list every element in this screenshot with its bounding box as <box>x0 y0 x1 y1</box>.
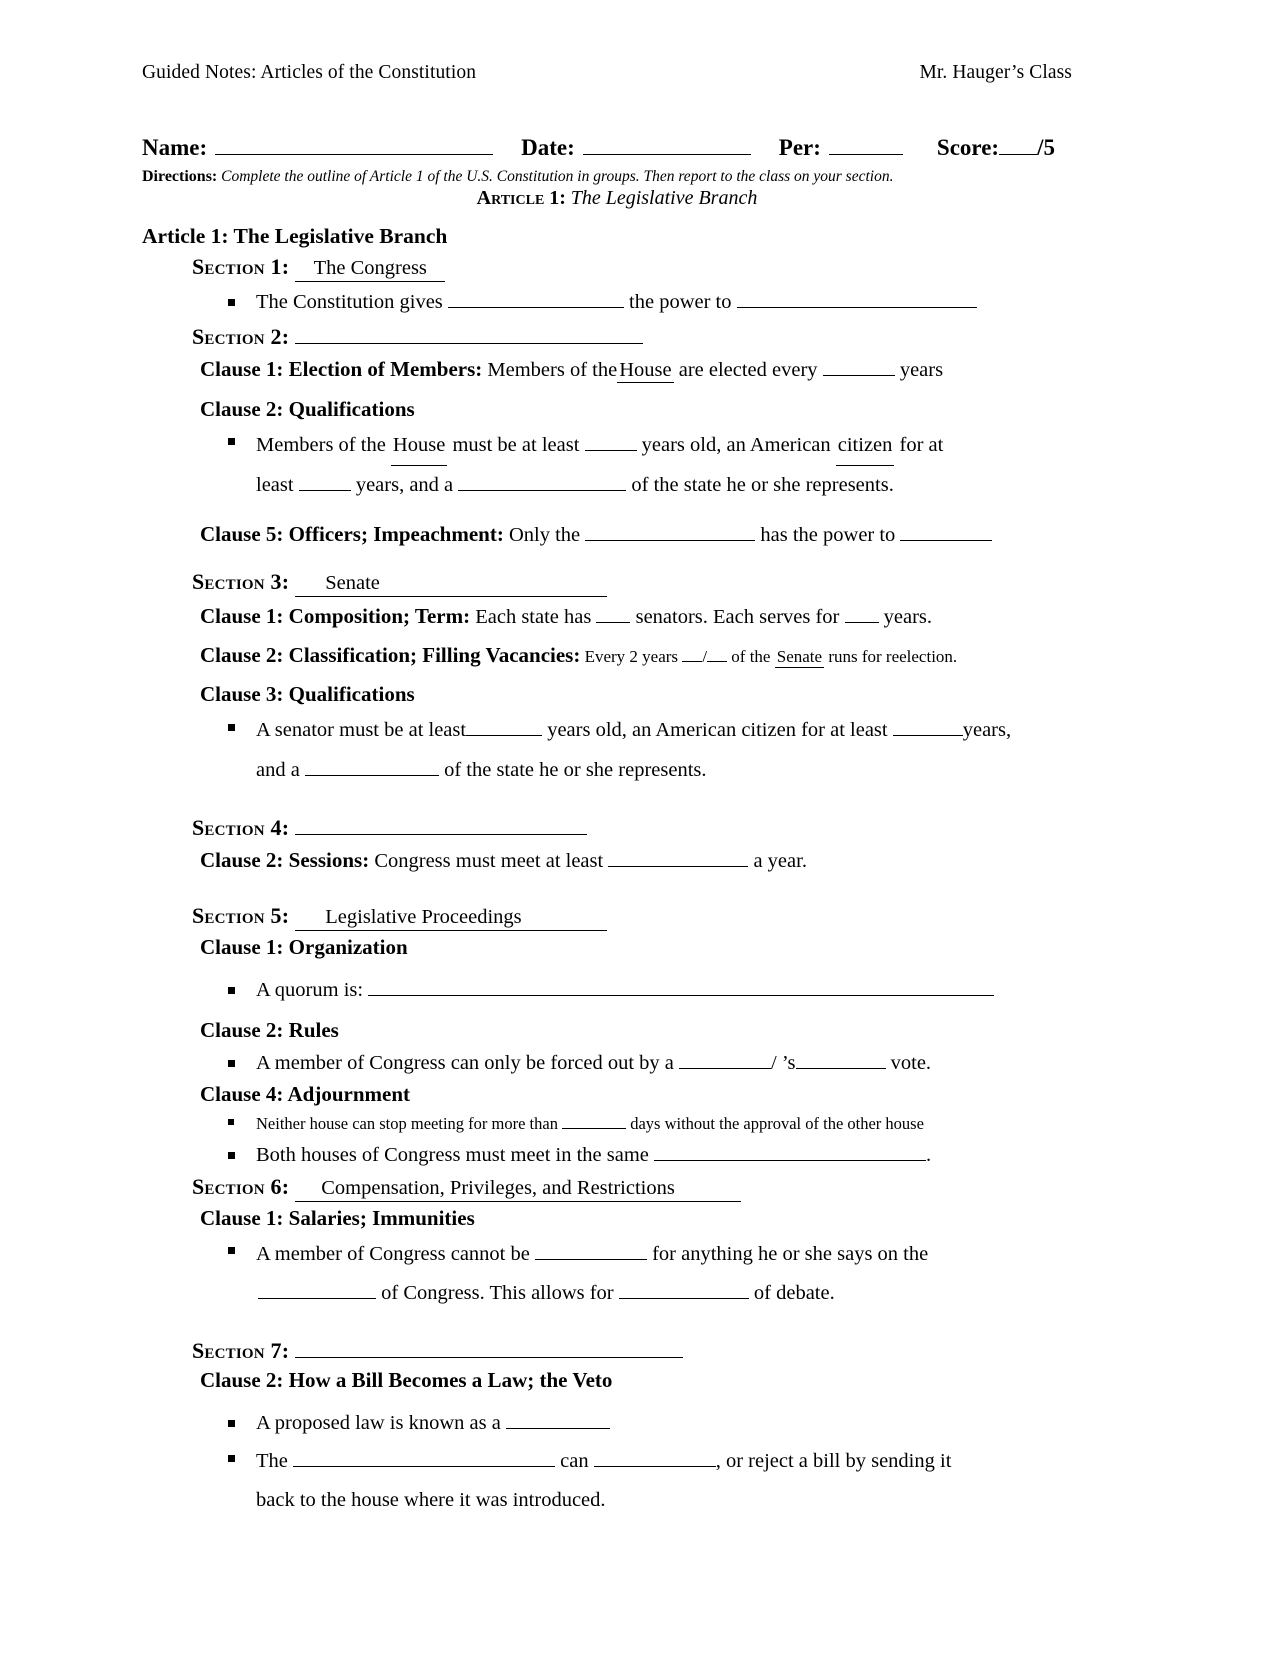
score-field[interactable] <box>999 130 1037 155</box>
s3c2-blank-2[interactable] <box>707 644 727 662</box>
directions-text: Complete the outline of Article 1 of the U.S. Constitution in groups. Then report to the class on your section. <box>221 168 894 186</box>
section-7-clause-2-bullet-2 <box>214 1442 1072 1521</box>
s2c2b1-c: years old, an American <box>641 433 831 456</box>
date-label: Date: <box>521 135 575 161</box>
section-7-clause-2-bullet-1 <box>214 1407 1072 1438</box>
section-3-answer[interactable]: Senate <box>295 572 607 597</box>
section-2-clause-5 <box>200 519 1072 547</box>
section-4-clause-2-label: Clause 2: Sessions: <box>200 847 370 872</box>
s2c2b2-blank-2[interactable] <box>458 469 626 491</box>
section-1-bullet-1 <box>214 286 1072 317</box>
s7c2b1-a: A proposed law is known as a <box>256 1412 501 1435</box>
s2c2b1-blank-1[interactable] <box>585 429 637 451</box>
s6c1b2-blank-2[interactable] <box>619 1277 749 1299</box>
s2c2b2-c: of the state he or she represents. <box>631 474 894 497</box>
s5c4b1-b: days without the approval of the other house <box>630 1113 924 1133</box>
page-content <box>142 62 1072 1525</box>
s2c2b1-a: Members of the <box>256 433 386 456</box>
section-5-clause-1-label-row <box>200 935 1072 960</box>
section-2-clause-1-text-a: Members of the <box>487 358 618 381</box>
section-7-clause-2-label-row <box>200 1368 1072 1393</box>
s5c1b1-blank-1[interactable] <box>368 974 994 996</box>
s4c2-a: Congress must meet at least <box>374 849 604 872</box>
s3c3b1-blank-2[interactable] <box>893 714 963 736</box>
section-7-clause-2-label: Clause 2: How a Bill Becomes a Law; the Veto <box>200 1368 613 1393</box>
section-2-clause-2-label-row <box>200 397 1072 422</box>
s5c2b1-blank-2[interactable] <box>796 1047 886 1069</box>
article-title: Article 1: The Legislative Branch <box>142 224 448 249</box>
s2c5-b: has the power to <box>760 524 896 547</box>
article-header <box>162 187 1072 210</box>
s6c1b1-b: for anything he or she says on the <box>652 1242 929 1265</box>
section-5-clause-4-bullet-1 <box>214 1111 1072 1135</box>
running-header-left: Guided Notes: Articles of the Constitution <box>142 62 477 83</box>
section-5-clause-1-bullet-1 <box>214 974 1072 1005</box>
s2c2b1-d: for at <box>899 433 944 456</box>
section-6-answer[interactable]: Compensation, Privileges, and Restrictions <box>295 1177 741 1202</box>
s5c2b1-slash: / <box>770 1052 777 1075</box>
s2c2b2-b: years, and a <box>355 474 454 497</box>
s2c2b2-blank-1[interactable] <box>299 469 351 491</box>
s6c1b1-a: A member of Congress cannot be <box>256 1242 530 1265</box>
per-label: Per: <box>778 135 821 161</box>
s6c1b1-blank-1[interactable] <box>535 1238 647 1260</box>
s6c1b2-b: of debate. <box>753 1281 835 1304</box>
section-7-answer[interactable] <box>295 1335 683 1358</box>
section-5-clause-4-label: Clause 4: Adjournment <box>200 1082 411 1107</box>
section-3-clause-3-label: Clause 3: Qualifications <box>200 682 415 707</box>
s5c1b1-a: A quorum is: <box>256 978 364 1001</box>
section-1-bullet-1-text-b: the power to <box>629 291 732 314</box>
s5c2b1-s: ’s <box>781 1052 796 1075</box>
section-2-clause-1-label: Clause 1: Election of Members: <box>200 356 483 381</box>
s3c1-a: Each state has <box>475 606 592 629</box>
section-2-clause-1 <box>200 354 1072 383</box>
s5c2b1-blank-1[interactable] <box>679 1047 771 1069</box>
s3c3b2-a: and a <box>256 758 300 781</box>
directions-label: Directions: <box>142 168 218 186</box>
s4c2-b: a year. <box>753 849 807 872</box>
section-3-clause-2-label: Clause 2: Classification; Filling Vacancies: <box>200 643 581 668</box>
s6c1b2-a: of Congress. This allows for <box>381 1281 614 1304</box>
section-2-clause-2-bullet-1 <box>214 426 1072 506</box>
section-5 <box>192 903 1072 931</box>
s3c2-slash: / <box>702 647 708 667</box>
running-header <box>142 62 1072 84</box>
s3c2-b: of the <box>731 647 771 667</box>
s3c3b1-a: A senator must be at least <box>256 719 467 742</box>
s5c4b2-blank-1[interactable] <box>654 1139 926 1161</box>
s3c1-blank-1[interactable] <box>596 601 630 623</box>
section-6-clause-1-label: Clause 1: Salaries; Immunities <box>200 1205 475 1230</box>
s3c3b2-blank-1[interactable] <box>305 754 439 776</box>
section-2-clause-1-text-c: years <box>899 358 944 381</box>
section-2-clause-5-label: Clause 5: Officers; Impeachment: <box>200 522 504 547</box>
s3c2-blank-1[interactable] <box>682 644 702 662</box>
score-total: /5 <box>1037 135 1055 161</box>
s7c2b2-c: , or reject a bill by sending it <box>715 1449 952 1472</box>
section-3-clause-1 <box>200 601 1072 629</box>
s3c3b2-b: of the state he or she represents. <box>444 758 707 781</box>
s7c2b2-blank-2[interactable] <box>594 1445 716 1467</box>
s5c4b2-b: . <box>926 1143 932 1166</box>
directions-line <box>142 168 1072 186</box>
s7c2b2-b: can <box>560 1449 589 1472</box>
article-header-prefix: Article 1: <box>476 187 566 210</box>
name-label: Name: <box>142 135 208 161</box>
s3c3b1-c: years, <box>962 719 1012 742</box>
s3c2-c: runs for reelection. <box>828 647 958 667</box>
section-7 <box>192 1335 1072 1364</box>
section-2-label: Section 2: <box>192 323 290 349</box>
s2c2b1-word-house[interactable]: House <box>391 426 447 466</box>
s5c2b1-a: A member of Congress can only be forced out by a <box>256 1052 674 1075</box>
section-5-clause-2-label-row <box>200 1018 1072 1043</box>
section-2 <box>192 321 1072 350</box>
section-4-label: Section 4: <box>192 814 290 840</box>
section-7-label: Section 7: <box>192 1338 290 1364</box>
section-1-blank-2[interactable] <box>737 286 977 308</box>
s5c4b1-a: Neither house can stop meeting for more than <box>256 1113 558 1133</box>
s3c2-word-senate[interactable]: Senate <box>776 647 823 667</box>
student-info-line <box>142 130 1072 161</box>
name-field[interactable] <box>215 130 493 155</box>
section-2-clause-1-blank[interactable] <box>823 354 895 376</box>
section-2-clause-1-word[interactable]: House <box>619 358 672 381</box>
s5c4b2-a: Both houses of Congress must meet in the same <box>256 1143 649 1166</box>
section-1-answer[interactable]: The Congress <box>295 257 445 282</box>
s5c4b1-blank-1[interactable] <box>562 1111 626 1129</box>
s2c2b1-word-citizen[interactable]: citizen <box>836 426 895 466</box>
section-3-clause-3-bullet-1 <box>214 711 1072 790</box>
s3c2-a: Every 2 years <box>584 647 679 667</box>
s7c2b3: back to the house where it was introduced. <box>256 1489 606 1512</box>
section-4 <box>192 812 1072 841</box>
section-5-clause-1-label: Clause 1: Organization <box>200 934 408 959</box>
s4c2-blank-1[interactable] <box>608 845 748 867</box>
section-6-clause-1-label-row <box>200 1206 1072 1231</box>
date-field[interactable] <box>583 130 751 155</box>
section-6-clause-1-bullet-1 <box>214 1235 1072 1314</box>
s7c2b1-blank-1[interactable] <box>506 1407 610 1429</box>
section-6-label: Section 6: <box>192 1173 290 1199</box>
section-3-label: Section 3: <box>192 569 290 595</box>
s7c2b2-a: The <box>256 1449 288 1472</box>
s2c5-blank-2[interactable] <box>900 519 992 541</box>
s7c2b2-blank-1[interactable] <box>293 1445 555 1467</box>
section-4-answer[interactable] <box>295 812 587 835</box>
section-3 <box>192 569 1072 597</box>
s3c3b1-blank-1[interactable] <box>466 714 542 736</box>
section-1-label: Section 1: <box>192 254 290 280</box>
s6c1b2-blank-1[interactable] <box>258 1277 376 1299</box>
score-label: Score: <box>936 135 1000 161</box>
section-3-clause-3-label-row <box>200 682 1072 707</box>
section-1-blank-1[interactable] <box>448 286 624 308</box>
s5c2b1-b: vote. <box>890 1052 932 1075</box>
s2c5-a: Only the <box>508 524 581 547</box>
s2c2b2-a: least <box>256 474 294 497</box>
s3c1-b: senators. Each serves for <box>635 606 840 629</box>
section-2-clause-2-label: Clause 2: Qualifications <box>200 396 415 421</box>
section-5-clause-2-label: Clause 2: Rules <box>200 1018 339 1043</box>
section-1 <box>192 254 1072 282</box>
section-1-bullet-1-text-a: The Constitution gives <box>256 291 443 314</box>
section-5-answer[interactable]: Legislative Proceedings <box>295 906 607 931</box>
section-6 <box>192 1174 1072 1202</box>
s3c3b1-b: years old, an American citizen for at least <box>547 719 888 742</box>
section-5-clause-4-bullet-2 <box>214 1139 1072 1170</box>
section-5-clause-4-label-row <box>200 1082 1072 1107</box>
s3c1-c: years. <box>883 606 933 629</box>
s2c2b1-b: must be at least <box>452 433 580 456</box>
section-3-clause-1-label: Clause 1: Composition; Term: <box>200 604 471 629</box>
section-5-label: Section 5: <box>192 902 290 928</box>
s3c1-blank-2[interactable] <box>845 601 879 623</box>
section-5-clause-2-bullet-1 <box>214 1047 1072 1078</box>
running-header-right: Mr. Hauger’s Class <box>919 62 1072 83</box>
article-header-title: The Legislative Branch <box>570 187 758 210</box>
section-4-clause-2 <box>200 845 1072 873</box>
section-2-clause-1-text-b: are elected every <box>678 358 818 381</box>
section-2-answer[interactable] <box>295 321 643 344</box>
s2c5-blank-1[interactable] <box>585 519 755 541</box>
section-3-clause-2 <box>200 643 1072 668</box>
per-field[interactable] <box>829 130 903 155</box>
